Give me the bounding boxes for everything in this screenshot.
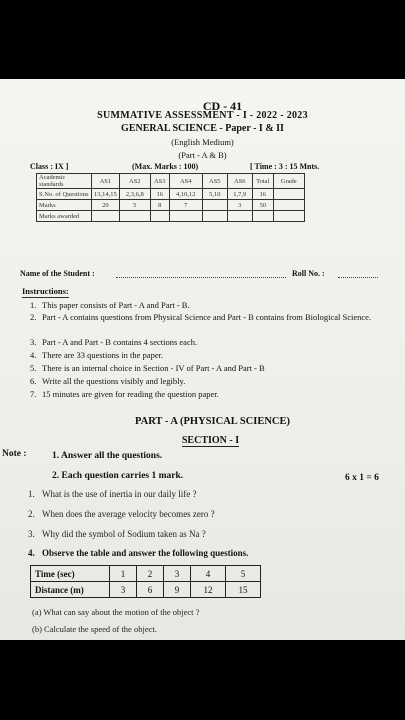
table-cell: 3 — [227, 200, 252, 211]
time-distance-table — [30, 565, 261, 598]
list-item: 5. There is an internal choice in Section - IV of Part - A and Part - B — [30, 363, 265, 373]
table-cell: Distance (m) — [31, 582, 110, 598]
table-cell: 4,10,12 — [169, 189, 202, 200]
medium-label: (English Medium) — [171, 137, 234, 147]
table-cell: 12 — [191, 582, 226, 598]
table-cell: S.No. of Questions — [37, 189, 92, 200]
table-cell — [202, 200, 227, 211]
roll-no-field[interactable] — [338, 277, 378, 278]
table-cell — [92, 211, 120, 222]
table-cell: Academic standards — [37, 174, 92, 189]
note-item: 1. Answer all the questions. — [52, 451, 163, 461]
list-item: 3. Part - A and Part - B contains 4 sections each. — [30, 337, 198, 347]
table-cell: AS3 — [150, 174, 169, 189]
exam-title: SUMMATIVE ASSESSMENT - I - 2022 - 2023 — [97, 110, 308, 121]
sub-question-a: (a) What can say about the motion of the object ? — [32, 607, 200, 617]
table-row — [37, 189, 305, 200]
marks-table — [36, 173, 305, 222]
note-label: Note : — [2, 449, 27, 459]
table-cell: 13,14,15 — [92, 189, 120, 200]
exam-paper — [0, 79, 405, 640]
student-name-field[interactable] — [116, 277, 286, 278]
table-cell: Grade — [273, 174, 304, 189]
table-cell — [273, 200, 304, 211]
subject-title: GENERAL SCIENCE - Paper - I & II — [121, 123, 284, 134]
part-a-title: PART - A (PHYSICAL SCIENCE) — [134, 416, 291, 427]
table-cell: 8 — [150, 200, 169, 211]
question-item: 3. Why did the symbol of Sodium taken as Na ? — [28, 529, 206, 539]
table-cell: 16 — [150, 189, 169, 200]
table-cell: AS4 — [169, 174, 202, 189]
table-cell: 4 — [191, 566, 226, 582]
section-title: SECTION - I — [181, 435, 240, 446]
table-row — [37, 200, 305, 211]
list-item: 7. 15 minutes are given for reading the question paper. — [30, 389, 219, 399]
question-item: 4. Observe the table and answer the following questions. — [28, 548, 249, 558]
table-cell — [273, 189, 304, 200]
table-cell — [202, 211, 227, 222]
paper-code: CD - 41 — [202, 99, 243, 113]
instructions-heading: Instructions: — [22, 286, 69, 296]
roll-no-label: Roll No. : — [292, 269, 325, 278]
table-cell: 5,10 — [202, 189, 227, 200]
table-cell: Marks — [37, 200, 92, 211]
table-cell: 1 — [110, 566, 137, 582]
question-item: 2. When does the average velocity becomes zero ? — [28, 509, 215, 519]
note-item: 2. Each question carries 1 mark. — [52, 471, 184, 481]
table-cell: 5 — [119, 200, 150, 211]
table-cell: 6 — [137, 582, 164, 598]
class-label: Class : IX ] — [30, 162, 69, 171]
student-name-label: Name of the Student : — [20, 269, 95, 278]
table-cell: 2 — [137, 566, 164, 582]
table-row — [31, 582, 261, 598]
table-cell: AS2 — [119, 174, 150, 189]
section-score: 6 x 1 = 6 — [345, 473, 379, 483]
table-cell: 3 — [110, 582, 137, 598]
list-item: 4. There are 33 questions in the paper. — [30, 350, 164, 360]
table-cell: 3 — [164, 566, 191, 582]
table-cell: 50 — [252, 200, 273, 211]
table-cell — [273, 211, 304, 222]
table-cell: 7 — [169, 200, 202, 211]
table-row — [37, 174, 305, 189]
table-row — [37, 211, 305, 222]
table-cell — [227, 211, 252, 222]
table-cell: 9 — [164, 582, 191, 598]
table-cell: 16 — [252, 189, 273, 200]
sub-question-b: (b) Calculate the speed of the object. — [32, 624, 157, 634]
table-cell: AS6 — [227, 174, 252, 189]
table-cell: 20 — [92, 200, 120, 211]
table-cell: AS1 — [92, 174, 120, 189]
table-cell: AS5 — [202, 174, 227, 189]
table-cell: 1,7,9 — [227, 189, 252, 200]
table-cell — [119, 211, 150, 222]
list-item: 1. This paper consists of Part - A and Part - B. — [30, 300, 190, 310]
table-cell — [252, 211, 273, 222]
table-cell: Total — [252, 174, 273, 189]
table-cell: 15 — [226, 582, 261, 598]
table-cell — [150, 211, 169, 222]
max-marks-label: (Max. Marks : 100) — [132, 162, 199, 171]
list-item: 2. Part - A contains questions from Physical Science and Part - B contains from Biological Science. — [30, 312, 372, 322]
table-cell — [169, 211, 202, 222]
table-cell: Time (sec) — [31, 566, 110, 582]
table-row — [31, 566, 261, 582]
time-label: [ Time : 3 : 15 Mnts. — [250, 162, 320, 171]
table-cell: 5 — [226, 566, 261, 582]
list-item: 6. Write all the questions visibly and legibly. — [30, 376, 186, 386]
question-item: 1. What is the use of inertia in our daily life ? — [28, 489, 197, 499]
table-cell: Marks awarded — [37, 211, 92, 222]
table-cell: 2,3,6,8 — [119, 189, 150, 200]
part-label: (Part - A & B) — [178, 150, 227, 160]
